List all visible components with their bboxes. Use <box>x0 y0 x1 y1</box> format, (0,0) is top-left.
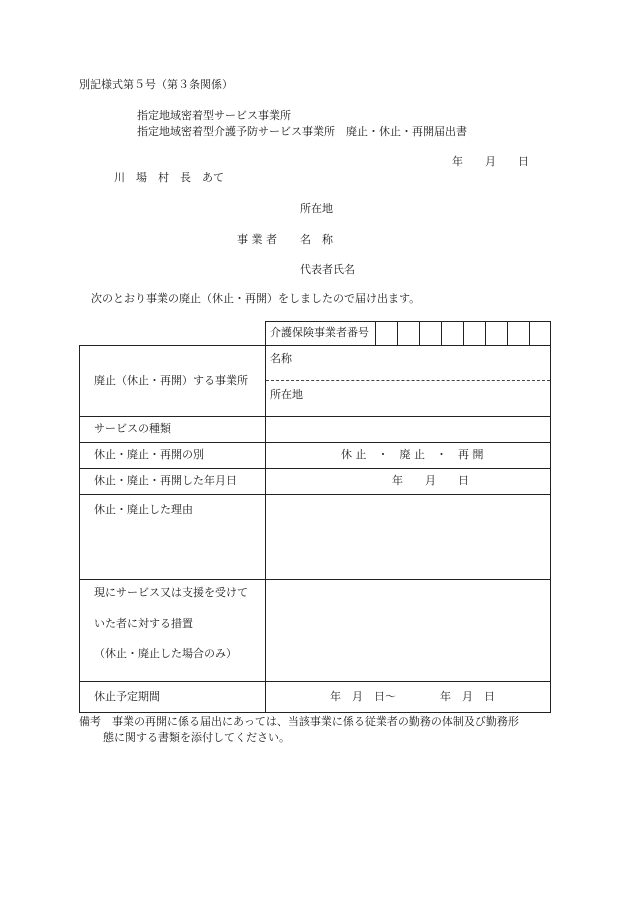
date-label: 休止・廃止・再開した年月日 <box>94 474 237 487</box>
title-line-1: 指定地域密着型サービス事業所 <box>137 109 291 122</box>
reason-label: 休止・廃止した理由 <box>94 503 193 516</box>
submission-date: 年 月 日 <box>452 155 529 168</box>
service-type-label: サービスの種類 <box>94 422 171 435</box>
planned-period-value: 年 月 日～ 年 月 日 <box>330 690 495 703</box>
type-label: 休止・廃止・再開の別 <box>94 448 204 461</box>
type-options: 休 止 ・ 廃 止 ・ 再 開 <box>341 448 484 461</box>
date-value: 年 月 日 <box>392 474 469 487</box>
form-number: 別記様式第５号（第３条関係） <box>79 78 233 91</box>
measures-label-3: （休止・廃止した場合のみ） <box>94 647 237 660</box>
operator-label: 事 業 者 <box>237 233 277 246</box>
measures-label-2: いた者に対する措置 <box>94 617 193 630</box>
facility-address-label: 所在地 <box>270 388 303 401</box>
representative-label: 代表者氏名 <box>300 263 355 276</box>
note-line-1: 備考 事業の再開に係る届出にあっては、当該事業に係る従業者の勤務の体制及び勤務形 <box>79 715 519 728</box>
measures-label-1: 現にサービス又は支援を受けて <box>94 586 248 599</box>
planned-period-label: 休止予定期間 <box>94 690 160 703</box>
intro-text: 次のとおり事業の廃止（休止・再開）をしましたので届け出ます。 <box>91 292 421 305</box>
operator-name-label: 名 称 <box>300 233 333 246</box>
addressee: 川 場 村 長 あて <box>114 171 224 184</box>
facility-name-label: 名称 <box>270 352 292 365</box>
address-label: 所在地 <box>300 202 333 215</box>
title-line-2: 指定地域密着型介護予防サービス事業所 廃止・休止・再開届出書 <box>137 125 467 138</box>
facility-label: 廃止（休止・再開）する事業所 <box>94 374 248 387</box>
insurance-number-label: 介護保険事業者番号 <box>270 326 369 339</box>
note-line-2: 態に関する書類を添付してください。 <box>103 731 290 744</box>
